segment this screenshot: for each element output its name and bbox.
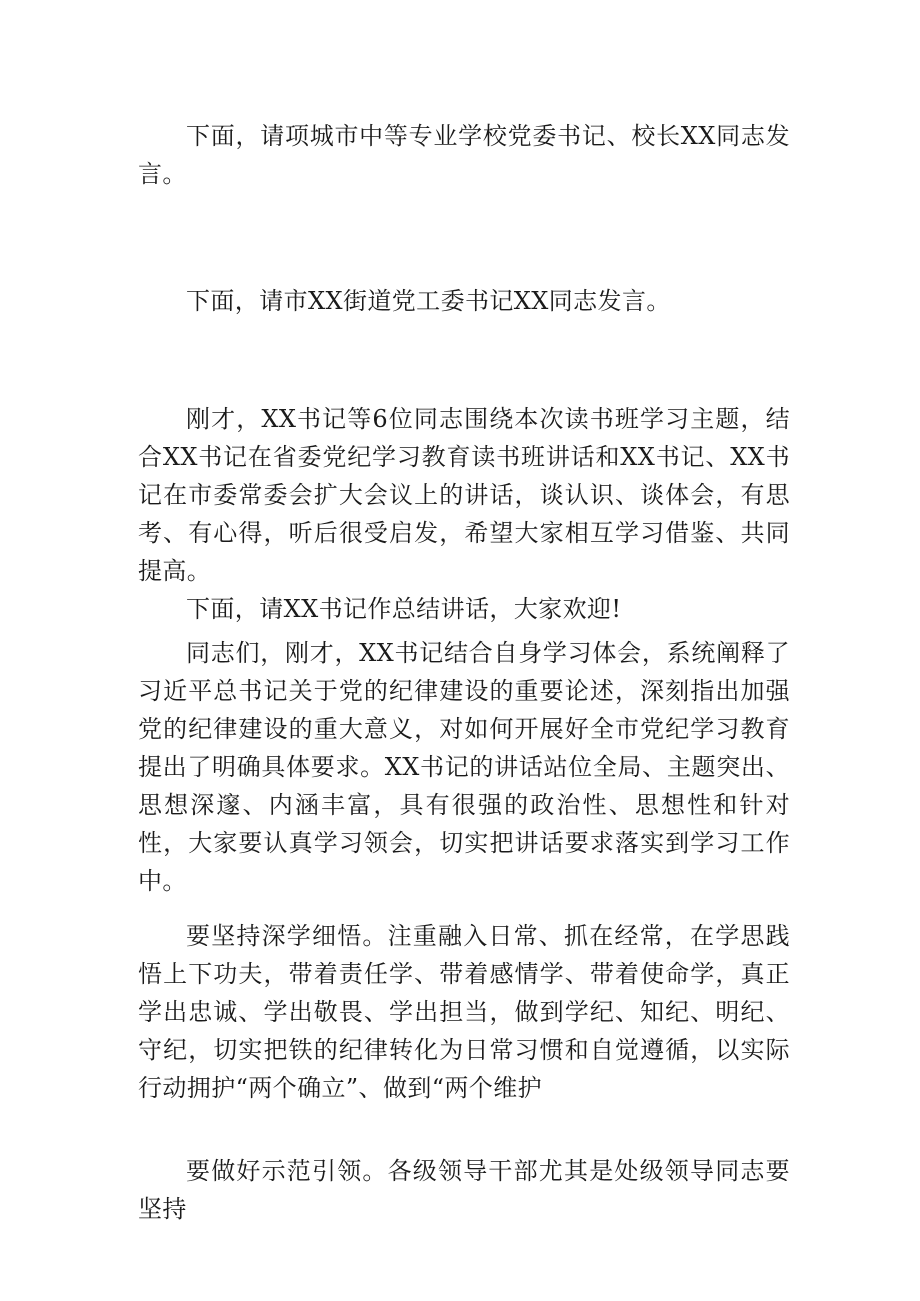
paragraph-deep-study: 要坚持深学细悟。注重融入日常、抓在经常，在学思践悟上下功夫，带着责任学、带着感情学、带着使命学，真正学出忠诚、学出敬畏、学出担当，做到学纪、知纪、明纪、守纪，切实把铁的纪律转化为日常习惯和自觉遵循，以实际行动拥护“两个确立”、做到“两个维护 <box>138 922 790 1102</box>
paragraph-role-model: 要做好示范引领。各级领导干部尤其是处级领导同志要坚持 <box>138 1157 790 1223</box>
paragraph-summary: 刚才，XX书记等6位同志围绕本次读书班学习主题，结合XX书记在省委党纪学习教育读书班讲话和XX书记、XX书记在市委常委会扩大会议上的讲话，谈认识、谈体会，有思考、有心得，听后很受启发，希望大家相互学习借鉴、共同提高。 <box>138 405 790 585</box>
paragraph-closing-intro: 下面，请XX书记作总结讲话，大家欢迎! <box>186 595 622 623</box>
paragraph-closing-remarks: 同志们，刚才，XX书记结合自身学习体会，系统阐释了习近平总书记关于党的纪律建设的重要论述，深刻指出加强党的纪律建设的重大意义，对如何开展好全市党纪学习教育提出了明确具体要求。XX书记的讲话站位全局、主题突出、思想深邃、内涵丰富，具有很强的政治性、思想性和针对性，大家要认真学习领会，切实把讲话要求落实到学习工作中。 <box>138 639 790 895</box>
paragraph-speaker-intro-2: 下面，请市XX街道党工委书记XX同志发言。 <box>186 287 671 315</box>
paragraph-speaker-intro-1: 下面，请项城市中等专业学校党委书记、校长XX同志发言。 <box>138 122 790 188</box>
